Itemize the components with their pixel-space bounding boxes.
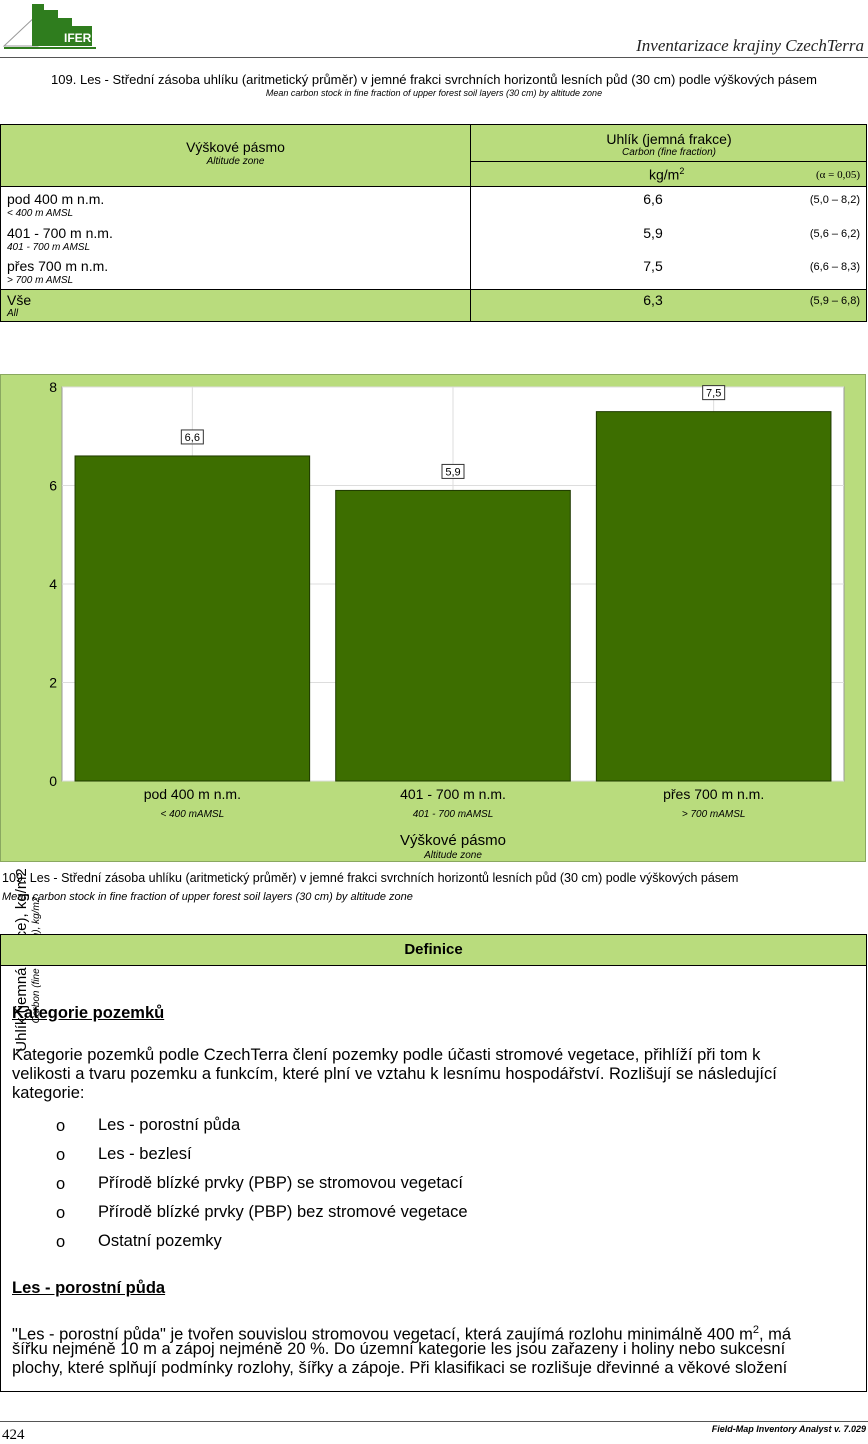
row-name: přes 700 m n.m.: [7, 258, 109, 274]
x-axis-label: Výškové pásmo: [400, 832, 506, 849]
paragraph-line: šířku nejméně 10 m a zápoj nejméně 20 %. Do územní kategorie les jsou zařazeny i holiny nebo sukcesní: [12, 1340, 786, 1358]
total-ci: (5,9 – 6,8): [809, 295, 860, 307]
paragraph-line: Kategorie pozemků podle CzechTerra člení pozemky podle účasti stromové vegetace, přihlíží při tom k: [12, 1046, 761, 1064]
report-title: Inventarizace krajiny CzechTerra: [636, 36, 864, 55]
paragraph-line: "Les - porostní půda" je tvořen souvislou stromovou vegetací, která zaujímá rozlohu minimálně 400 $m^2$, má: [12, 1324, 792, 1344]
page-number: 424: [2, 1427, 25, 1443]
col-altitude-title: Výškové pásmo: [186, 139, 285, 155]
bullet-marker: o: [56, 1204, 66, 1222]
value-label: 6,6: [184, 431, 200, 444]
header-divider: [0, 57, 868, 58]
heading-forest-stand: Les - porostní půda: [12, 1279, 166, 1297]
row-ci: (6,6 – 8,3): [809, 261, 860, 273]
y-tick-label: 2: [49, 674, 57, 691]
logo-letter-f: [44, 10, 58, 46]
x-axis-label-en: Altitude zone: [424, 850, 482, 861]
bullet-marker: o: [56, 1146, 66, 1164]
x-category-label-en: > 700 mAMSL: [681, 809, 746, 820]
list-item: Les - porostní půda: [98, 1116, 241, 1134]
y-tick-label: 8: [49, 379, 57, 395]
row-name: pod 400 m n.m.: [7, 191, 105, 207]
bar: [336, 490, 571, 781]
paragraph-line: velikosti a tvaru pozemku a funkcím, které plní ve vztahu k lesnímu hospodářství. Rozlišují se následující: [12, 1065, 777, 1083]
value-label: 7,5: [706, 387, 722, 400]
header-subdivider: [471, 161, 867, 162]
total-name-en: All: [7, 308, 19, 319]
ifer-logo: [4, 2, 96, 52]
definitions-box: [0, 934, 867, 1392]
list-item: Ostatní pozemky: [98, 1232, 222, 1250]
y-tick-label: 6: [49, 477, 57, 494]
paragraph-line: plochy, které splňují podmínky rozlohy, šířky a zápoje. Při klasifikaci se rozlišuje dřevinné a věkové složení: [12, 1359, 788, 1377]
data-table: [0, 124, 867, 322]
x-category-label: přes 700 m n.m.: [663, 786, 765, 802]
row-ci: (5,6 – 6,2): [809, 228, 860, 240]
footer-divider: [0, 1421, 868, 1422]
bullet-marker: o: [56, 1175, 66, 1193]
row-ci: (5,0 – 8,2): [809, 194, 860, 206]
col-carbon-title-en: Carbon (fine fraction): [622, 147, 716, 158]
list-item: Les - bezlesí: [98, 1145, 192, 1163]
chart-svg: [1, 375, 867, 863]
x-category-label-en: 401 - 700 mAMSL: [412, 809, 494, 820]
bullet-marker: o: [56, 1117, 66, 1135]
row-name-en: 401 - 700 m AMSL: [7, 242, 91, 253]
row-value: 6,6: [643, 191, 663, 207]
definitions-header: Definice: [1, 935, 866, 966]
y-tick-label: 4: [49, 576, 57, 592]
total-row-value-cell: [471, 289, 866, 321]
table-caption-en: Mean carbon stock in fine fraction of upper forest soil layers (30 cm) by altitude zone: [265, 88, 603, 98]
unit-label: $kg/m^2$: [649, 166, 685, 183]
col-carbon-title: Uhlík (jemná frakce): [606, 131, 732, 147]
row-value: 7,5: [643, 258, 663, 274]
total-row-label-cell: [1, 289, 470, 321]
figure-caption: 109. Les - Střední zásoba uhlíku (aritmetický průměr) v jemné frakci svrchních horizontů lesních půd (30 cm) podle výškových pásem: [2, 871, 739, 885]
logo-text: IFER: [64, 31, 92, 45]
x-category-label: pod 400 m n.m.: [143, 786, 241, 802]
list-item: Přírodě blízké prvky (PBP) se stromovou vegetací: [98, 1174, 463, 1192]
alpha-label: (α = 0,05): [815, 169, 860, 181]
footer-note: Field-Map Inventory Analyst v. 7.029: [711, 1424, 866, 1434]
bullet-marker: o: [56, 1233, 66, 1251]
row-value: 5,9: [643, 225, 663, 241]
y-tick-label: 0: [49, 773, 57, 789]
row-name-en: < 400 m AMSL: [7, 208, 74, 219]
table-caption: 109. Les - Střední zásoba uhlíku (aritmetický průměr) v jemné frakci svrchních horizontů lesních půd (30 cm) podle výškových pásem: [51, 72, 817, 87]
x-category-label-en: < 400 mAMSL: [160, 809, 225, 820]
bar-chart: [0, 374, 866, 862]
figure-caption-en: Mean carbon stock in fine fraction of upper forest soil layers (30 cm) by altitude zone: [2, 891, 413, 903]
x-categories: [144, 786, 765, 820]
value-label: 5,9: [445, 466, 461, 479]
bar: [75, 456, 310, 781]
heading-land-categories: Kategorie pozemků: [12, 1004, 165, 1022]
bar: [596, 412, 831, 781]
col-altitude-title-en: Altitude zone: [206, 156, 265, 167]
total-value: 6,3: [643, 292, 663, 308]
row-name-en: > 700 m AMSL: [7, 275, 74, 286]
logo-letter-i: [32, 4, 44, 46]
x-category-label: 401 - 700 m n.m.: [400, 786, 506, 802]
total-name: Vše: [7, 292, 32, 308]
row-name: 401 - 700 m n.m.: [7, 225, 113, 241]
paragraph-line: kategorie:: [12, 1084, 85, 1102]
list-item: Přírodě blízké prvky (PBP) bez stromové vegetace: [98, 1203, 468, 1221]
y-ticks: [49, 379, 57, 789]
